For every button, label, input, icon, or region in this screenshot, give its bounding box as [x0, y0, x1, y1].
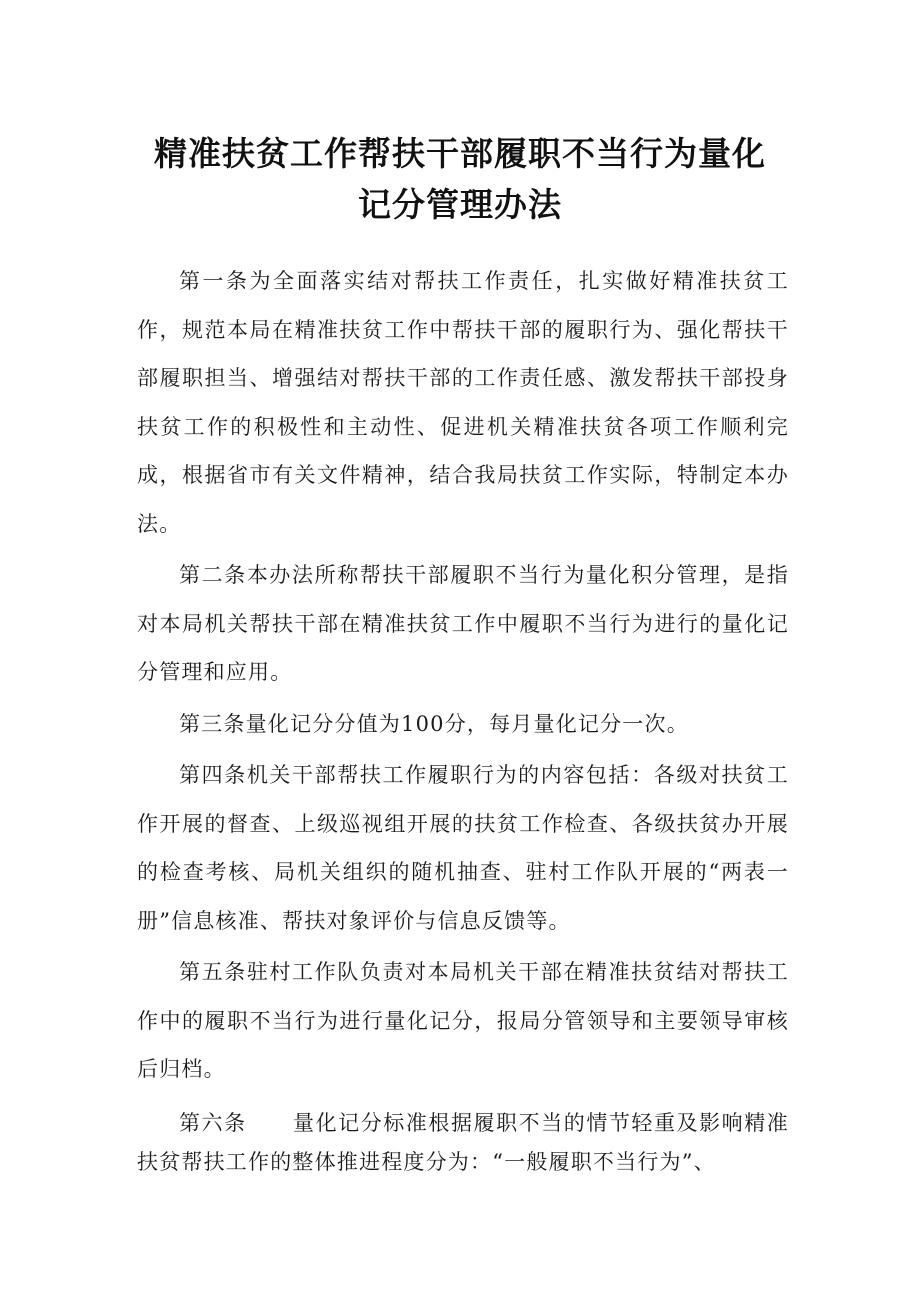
document-body [137, 257, 789, 1182]
article-6-text: 量化记分标准根据履职不当的情节轻重及影响精准扶贫帮扶工作的整体推进程度分为：“一般履职不当行为”、 [137, 1110, 789, 1174]
article-4-heading: 第四条 [179, 763, 247, 787]
article-5-heading: 第五条 [179, 960, 247, 984]
article-1-heading: 第一条 [179, 269, 250, 293]
article-2 [137, 551, 789, 697]
article-3-text: 量化记分分值为100分，每月量化记分一次。 [245, 711, 689, 736]
article-6-heading: 第六条 [179, 1110, 247, 1135]
article-6 [137, 1104, 789, 1182]
article-3-heading: 第三条 [179, 711, 246, 736]
article-2-text: 本办法所称帮扶干部履职不当行为量化积分管理，是指对本局机关帮扶干部在精准扶贫工作中履职不当行为进行的量化记分管理和应用。 [137, 563, 789, 684]
article-1 [137, 257, 789, 548]
article-4-text: 机关干部帮扶工作履职行为的内容包括：各级对扶贫工作开展的督查、上级巡视组开展的扶贫工作检查、各级扶贫办开展的检查考核、局机关组织的随机抽查、驻村工作队开展的“两表一册”信息核准、帮扶对象评价与信息反馈等。 [137, 763, 789, 933]
article-5 [137, 948, 789, 1094]
document-title-line-1: 精准扶贫工作帮扶干部履职不当行为量化 [154, 134, 766, 173]
article-1-text: 为全面落实结对帮扶工作责任，扎实做好精准扶贫工作，规范本局在精准扶贫工作中帮扶干部的履职行为、强化帮扶干部履职担当、增强结对帮扶干部的工作责任感、激发帮扶干部投身扶贫工作的积极性和主动性、促进机关精准扶贫各项工作顺利完成，根据省市有关文件精神，结合我局扶贫工作实际，特制定本办法。 [137, 269, 789, 536]
document-title-line-2: 记分管理办法 [358, 185, 562, 224]
article-4 [137, 751, 789, 945]
article-3 [137, 700, 789, 749]
article-2-heading: 第二条 [179, 563, 247, 587]
article-5-text: 驻村工作队负责对本局机关干部在精准扶贫结对帮扶工作中的履职不当行为进行量化记分，报局分管领导和主要领导审核后归档。 [137, 960, 789, 1081]
